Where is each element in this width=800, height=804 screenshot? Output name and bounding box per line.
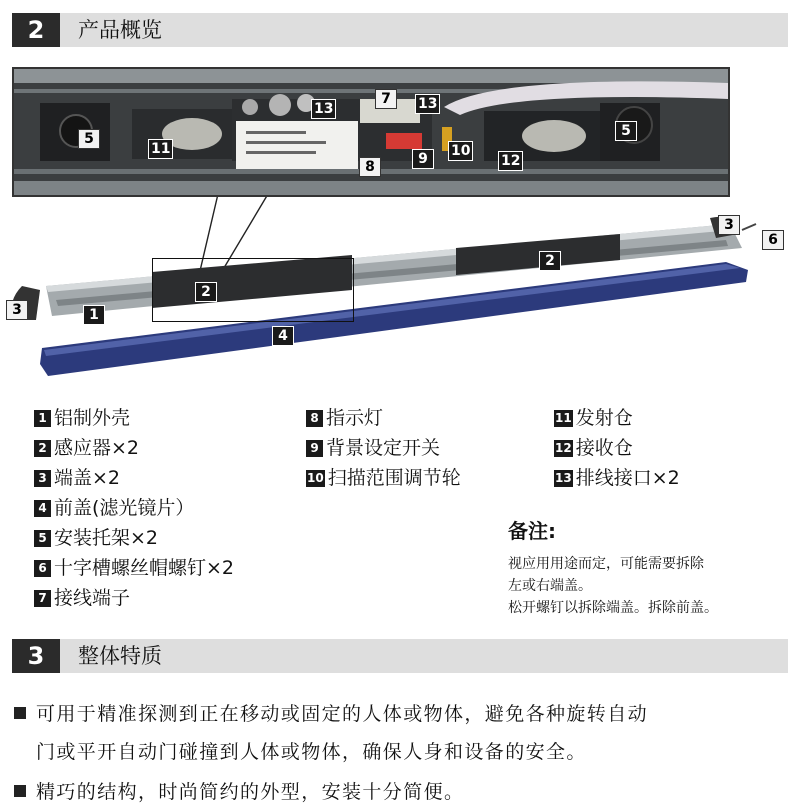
legend-number: 3 [34, 470, 51, 487]
note-line-3: 松开螺钉以拆除端盖。拆除前盖。 [508, 600, 718, 616]
inset-closeup-photo [12, 67, 730, 197]
bullet-square-icon [14, 785, 26, 797]
legend-number: 11 [555, 411, 572, 425]
section-2-title: 产品概览 [78, 18, 162, 42]
legend-text: 指示灯 [326, 407, 384, 429]
feature-text: 门或平开自动门碰撞到人体或物体，确保人身和设备的安全。 [36, 741, 587, 763]
legend-item-5 [34, 526, 158, 550]
legend-number: 4 [34, 500, 51, 517]
legend-item-13 [554, 466, 680, 490]
section-3-title: 整体特质 [78, 644, 162, 668]
bullet-square-icon [14, 707, 26, 719]
legend-text: 安装托架×2 [54, 527, 159, 549]
inset-label-11: 11 [148, 139, 173, 159]
label-4-front-cover: 4 [272, 326, 294, 346]
label-1-housing: 1 [83, 305, 105, 325]
section-3-number: 3 [12, 639, 60, 673]
legend-text: 十字槽螺丝帽螺钉×2 [54, 557, 235, 579]
feature-text: 精巧的结构，时尚简约的外型，安装十分简便。 [36, 781, 465, 803]
inset-label-9: 9 [412, 149, 434, 169]
legend-number: 9 [306, 440, 323, 457]
label-2-left-sensor: 2 [195, 282, 217, 302]
legend-item-10 [306, 466, 461, 490]
legend-number: 2 [34, 440, 51, 457]
legend-text: 感应器×2 [54, 437, 140, 459]
legend-number: 13 [555, 471, 572, 485]
legend-item-9 [306, 436, 440, 460]
inset-label-10: 10 [448, 141, 473, 161]
legend-number: 7 [34, 590, 51, 607]
legend-item-4 [34, 496, 194, 520]
legend-item-8 [306, 406, 383, 430]
legend-item-2 [34, 436, 139, 460]
legend-text: 前盖(滤光镜片） [54, 497, 195, 519]
closeup-highlight-box [152, 258, 354, 322]
legend-text: 接线端子 [54, 587, 131, 609]
label-3-left-endcap: 3 [6, 300, 28, 320]
feature-item-1 [14, 702, 648, 726]
note-line-1: 视应用用途而定，可能需要拆除 [508, 556, 704, 572]
legend-number: 5 [34, 530, 51, 547]
section-2-number: 2 [12, 13, 60, 47]
legend-text: 发射仓 [575, 407, 633, 429]
label-3-right-endcap: 3 [718, 215, 740, 235]
label-6-screw: 6 [762, 230, 784, 250]
legend-item-1 [34, 406, 130, 430]
inset-label-8: 8 [359, 157, 381, 177]
label-2-right-sensor: 2 [539, 251, 561, 271]
legend-number: 8 [306, 410, 323, 427]
legend-text: 铝制外壳 [54, 407, 131, 429]
feature-item-1-continued [36, 740, 587, 764]
note-line-2: 左或右端盖。 [508, 578, 592, 594]
inset-label-5-right: 5 [615, 121, 637, 141]
inset-label-12: 12 [498, 151, 523, 171]
legend-text: 排线接口×2 [575, 467, 680, 489]
inset-label-5-left: 5 [78, 129, 100, 149]
feature-text: 可用于精准探测到正在移动或固定的人体或物体，避免各种旋转自动 [36, 703, 649, 725]
legend-item-3 [34, 466, 120, 490]
legend-text: 背景设定开关 [326, 437, 441, 459]
inset-label-13-left: 13 [311, 99, 336, 119]
note-title: 备注: [508, 519, 556, 543]
product-bar-illustration [0, 200, 800, 390]
inset-label-7: 7 [375, 89, 397, 109]
legend-item-7 [34, 586, 130, 610]
legend-text: 接收仓 [575, 437, 633, 459]
legend-number: 10 [307, 471, 324, 485]
feature-item-2 [14, 780, 464, 804]
legend-number: 6 [34, 560, 51, 577]
legend-text: 扫描范围调节轮 [327, 467, 461, 489]
inset-label-13-right: 13 [415, 94, 440, 114]
section-3-header [12, 639, 788, 673]
legend-item-11 [554, 406, 633, 430]
legend-number: 1 [34, 410, 51, 427]
legend-number: 12 [555, 441, 572, 455]
legend-item-12 [554, 436, 633, 460]
legend-item-6 [34, 556, 234, 580]
legend-text: 端盖×2 [54, 467, 121, 489]
